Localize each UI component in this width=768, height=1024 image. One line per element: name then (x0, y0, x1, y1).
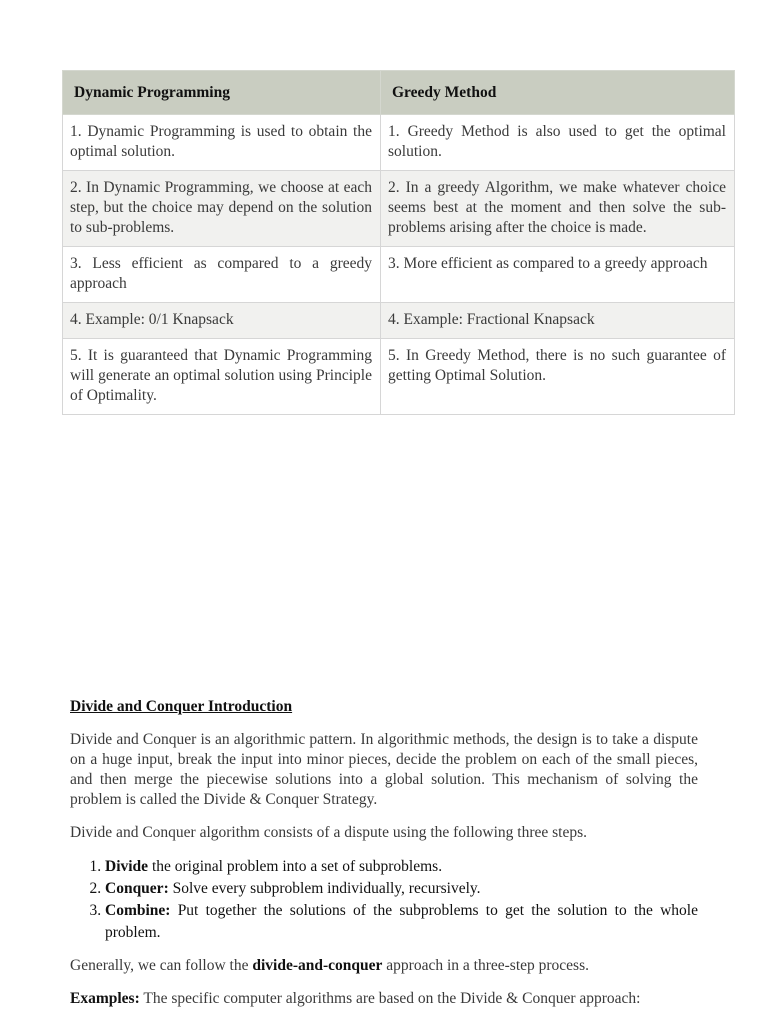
table-cell: 5. In Greedy Method, there is no such guarantee of getting Optimal Solution. (381, 339, 735, 415)
step-term: Conquer: (105, 880, 169, 897)
step-term: Divide (105, 858, 149, 875)
comparison-table (62, 70, 735, 415)
section-heading: Divide and Conquer Introduction (70, 698, 293, 715)
header-dynamic-programming: Dynamic Programming (63, 71, 381, 115)
table-cell: 3. Less efficient as compared to a greedy approach (63, 247, 381, 303)
step-text: Put together the solutions of the subproblems to get the solution to the whole problem. (105, 902, 698, 941)
general-text: Generally, we can follow the (70, 957, 253, 974)
intro-paragraph: Divide and Conquer is an algorithmic pattern. In algorithmic methods, the design is to take a dispute on a huge input, break the input into minor pieces, decide the problem on each of the small pieces, and then merge the piecewise solutions into a global solution. This mechanism of solving the problem is called the Divide & Conquer Strategy. (70, 731, 698, 808)
table-cell: 4. Example: Fractional Knapsack (381, 303, 735, 339)
table-header-row (63, 71, 735, 115)
general-paragraph (70, 956, 698, 976)
header-greedy-method: Greedy Method (381, 71, 735, 115)
table-row (63, 171, 735, 247)
step-text: the original problem into a set of subproblems. (148, 858, 443, 875)
steps-list (70, 856, 698, 944)
table-cell: 1. Dynamic Programming is used to obtain the optimal solution. (63, 115, 381, 171)
table-cell: 4. Example: 0/1 Knapsack (63, 303, 381, 339)
table-cell: 2. In Dynamic Programming, we choose at each step, but the choice may depend on the solution to sub-problems. (63, 171, 381, 247)
examples-text: The specific computer algorithms are based on the Divide & Conquer approach: (139, 990, 641, 1007)
general-bold-term: divide-and-conquer (252, 957, 383, 974)
steps-intro-paragraph: Divide and Conquer algorithm consists of a dispute using the following three steps. (70, 824, 588, 841)
list-item (105, 900, 698, 944)
table-row (63, 115, 735, 171)
examples-paragraph (70, 989, 698, 1009)
general-text-end: approach in a three-step process. (382, 957, 589, 974)
list-item (105, 878, 698, 900)
table-cell: 3. More efficient as compared to a greedy approach (381, 247, 735, 303)
step-text: Solve every subproblem individually, recursively. (168, 880, 481, 897)
table-row (63, 339, 735, 415)
table-cell: 5. It is guaranteed that Dynamic Programming will generate an optimal solution using Principle of Optimality. (63, 339, 381, 415)
table-cell: 2. In a greedy Algorithm, we make whatever choice seems best at the moment and then solve the sub-problems arising after the choice is made. (381, 171, 735, 247)
list-item (105, 856, 698, 878)
divide-and-conquer-section (70, 697, 698, 1022)
step-term: Combine: (105, 902, 171, 919)
table-row (63, 303, 735, 339)
table-cell: 1. Greedy Method is also used to get the optimal solution. (381, 115, 735, 171)
table-row (63, 247, 735, 303)
examples-label: Examples: (70, 990, 140, 1007)
